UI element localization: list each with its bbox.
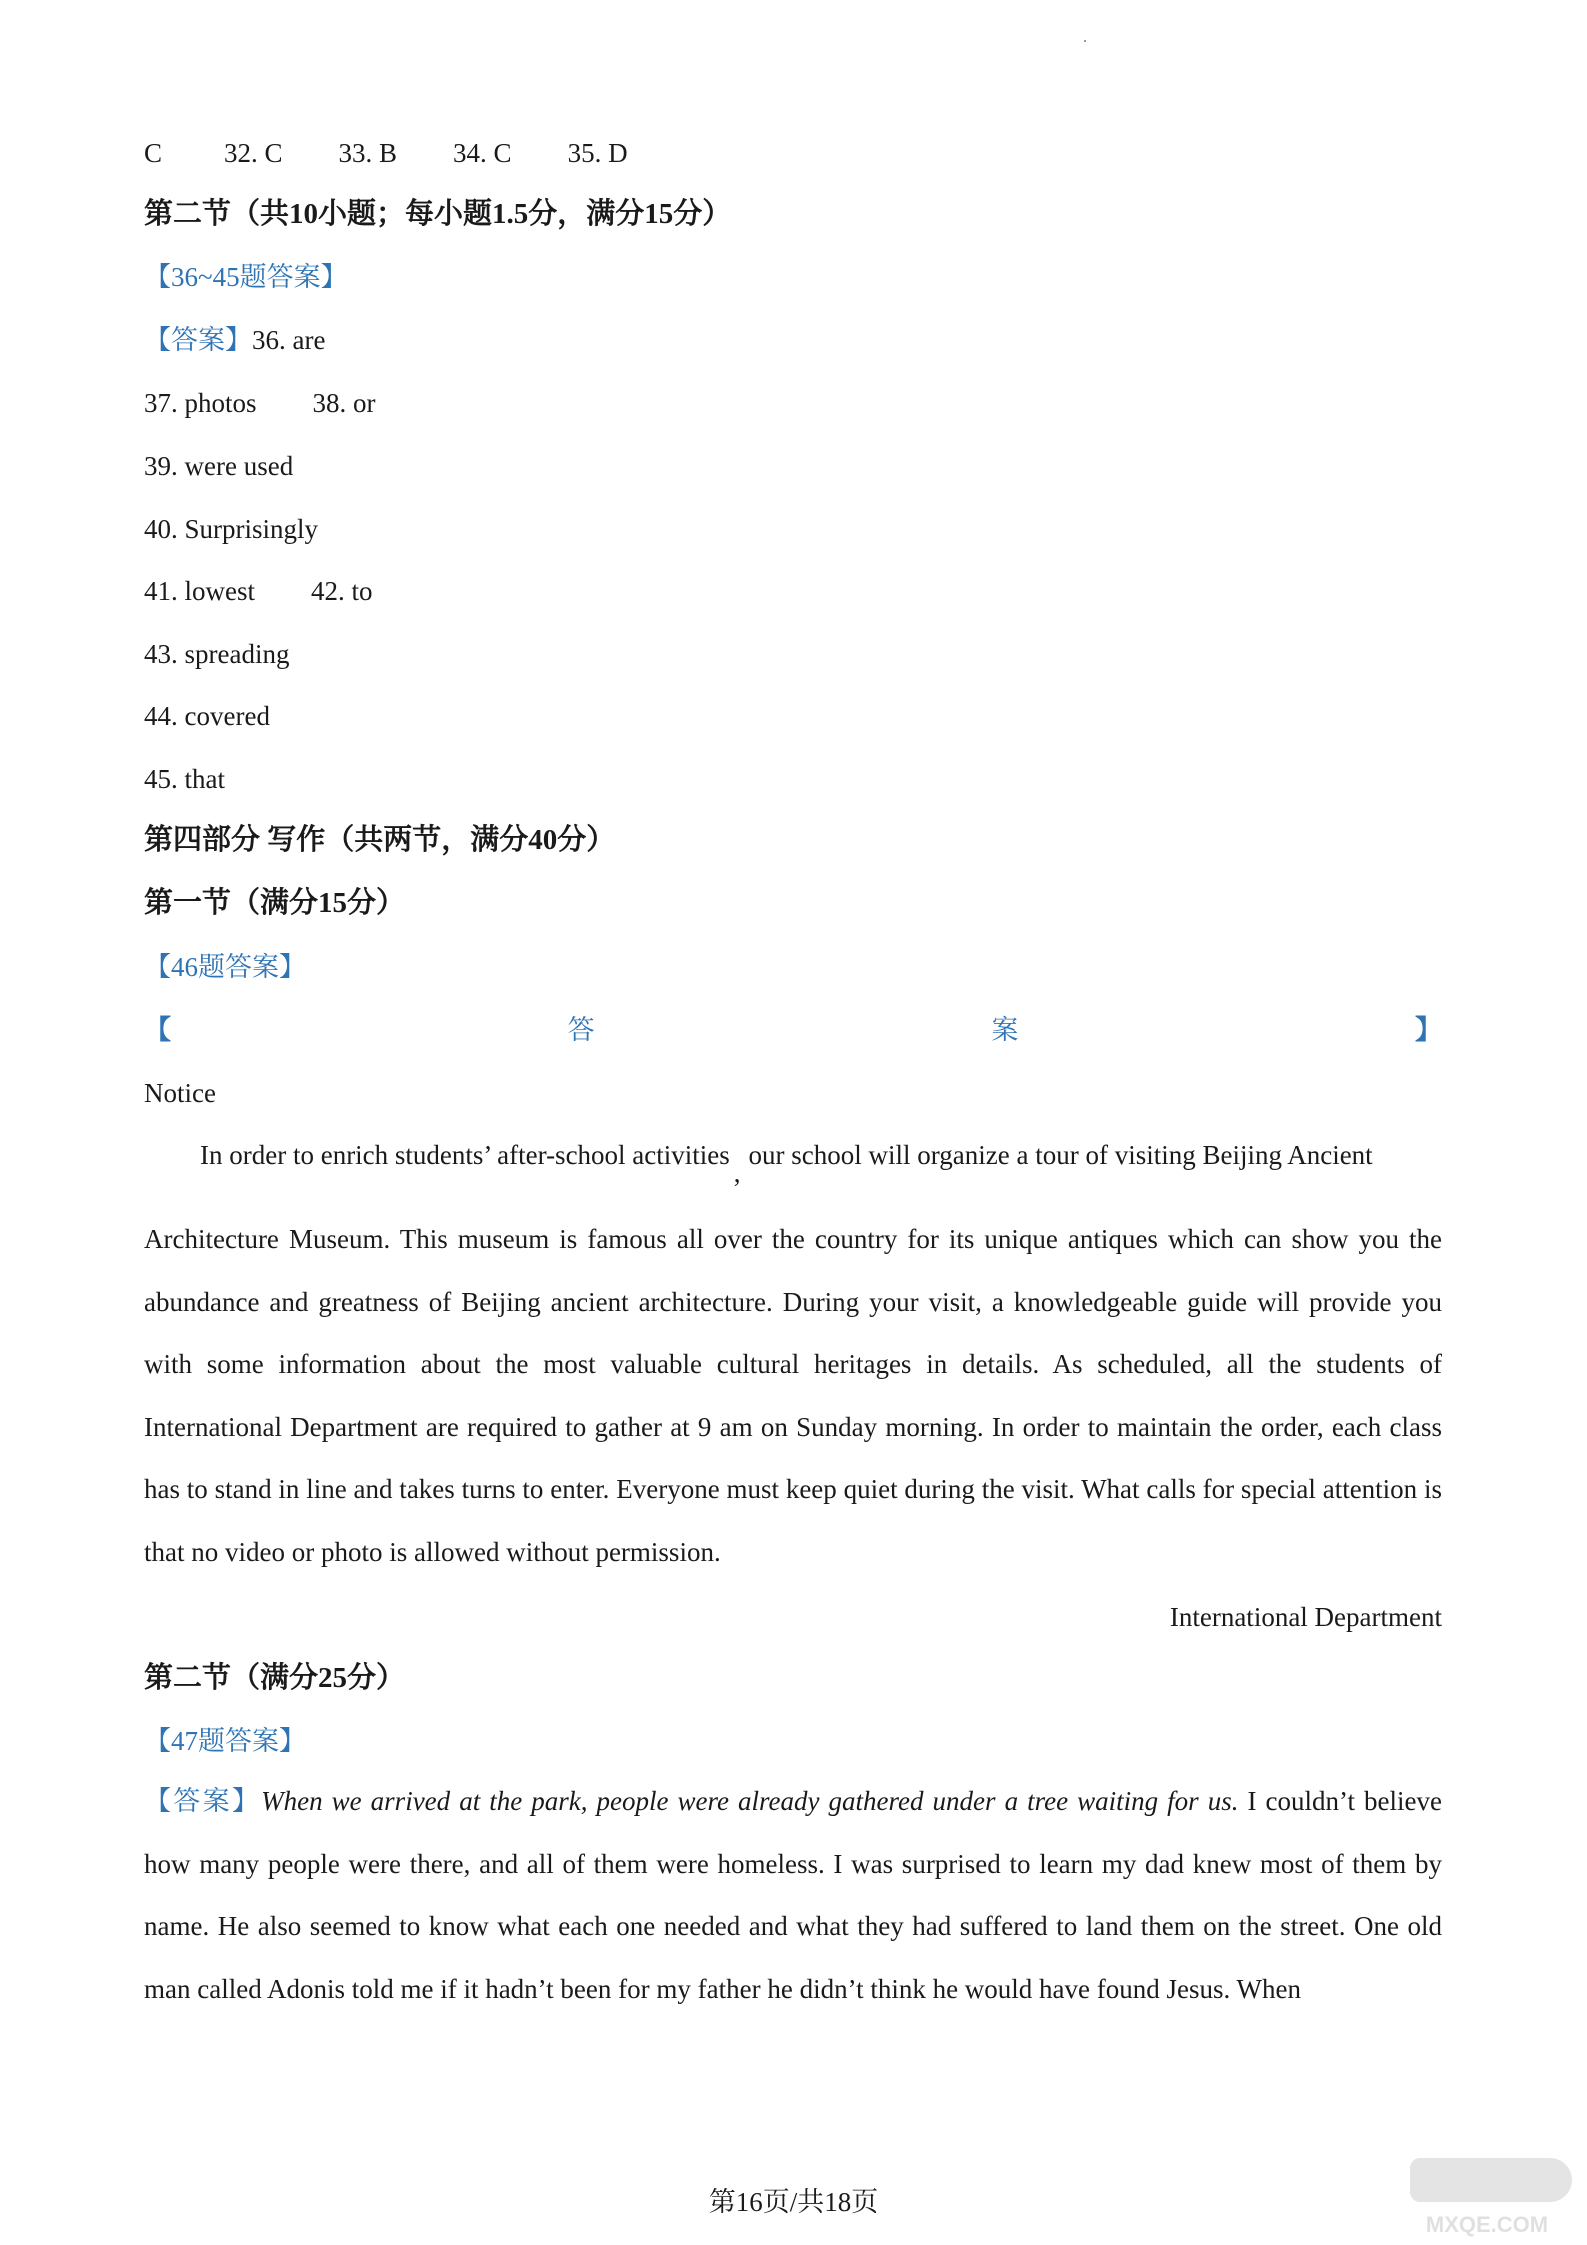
- section-header: 第二节（共10小题；每小题1.5分，满分15分）: [144, 198, 732, 230]
- answer-line: [144, 323, 325, 357]
- question-title: 【47题答案】: [144, 1726, 306, 1756]
- notice-body: Architecture Museum. This museum is famous all over the country for its unique antiques which can show you the abundance and greatness of Beijing ancient architecture. During your visit, a knowledgeable guide will provide you with some information about the most valuable cultural heritages in details. As scheduled, all the students of International Department are required to gather at 9 am on Sunday morning. In order to maintain the order, each class has to stand in line and takes turns to enter. Everyone must keep quiet during the visit. What calls for special attention is that no video or photo is allowed without permission.: [144, 1224, 1442, 1567]
- answer-item: 45. that: [144, 764, 225, 794]
- answer-line: [144, 386, 376, 420]
- answer-item: 33. B: [338, 138, 398, 168]
- question-range-title: 【36~45题答案】: [144, 262, 348, 292]
- answer-char: 答: [567, 1015, 595, 1045]
- answer-char: 案: [991, 1015, 1019, 1045]
- answer-line: [144, 574, 373, 608]
- answer-label-spread: [144, 1013, 1442, 1047]
- answer-item: 35. D: [567, 138, 628, 168]
- notice-comma: ,: [733, 1158, 741, 1188]
- answer-item: 36. are: [252, 325, 326, 355]
- answer-item: 34. C: [453, 138, 512, 168]
- answer-label: 【答案】: [144, 1786, 262, 1816]
- watermark-logo: [1402, 2150, 1577, 2240]
- notice-signature: International Department: [1169, 1602, 1442, 1632]
- story-italic: When we arrived at the park, people were already gathered under a tree waiting for us.: [261, 1786, 1239, 1816]
- answer-item: 39. were used: [144, 451, 294, 481]
- answer-item: 40. Surprisingly: [144, 514, 319, 544]
- answer-item: 32. C: [224, 138, 283, 168]
- answers-row: [144, 136, 628, 170]
- stray-mark: [1084, 40, 1086, 42]
- answer-item: 37. photos: [144, 388, 257, 418]
- answer-label: 【答案】: [144, 325, 252, 355]
- section-header: 第二节（满分25分）: [144, 1662, 406, 1694]
- answer-item: 38. or: [312, 388, 376, 418]
- watermark-text: MXQE.COM: [1425, 2212, 1549, 2237]
- story-text: I couldn’t believe how many people were there, and all of them were homeless. I was surprised to learn my dad knew most of them by name. He also seemed to know what each one needed and what they had suffered to land them on the street. One old man called Adonis told me if it hadn’t been for my father he didn’t think he would have found Jesus. When: [144, 1786, 1443, 2004]
- answer-item: 44. covered: [144, 701, 270, 731]
- notice-text: our school will organize a tour of visiting Beijing Ancient: [748, 1140, 1373, 1170]
- page-footer: 第16页/共18页: [708, 2187, 879, 2217]
- answer-item: C: [144, 138, 163, 168]
- notice-text: In order to enrich students’ after-school activities: [200, 1140, 730, 1170]
- story-paragraph: [144, 1770, 1442, 2020]
- answer-item: 41. lowest: [144, 576, 255, 606]
- answer-item: 43. spreading: [144, 639, 290, 669]
- bracket-open: 【: [144, 1015, 171, 1045]
- notice-first-line: [200, 1138, 1373, 1188]
- answer-item: 42. to: [311, 576, 373, 606]
- bracket-close: 】: [1414, 1015, 1442, 1045]
- notice-title: Notice: [144, 1078, 216, 1108]
- part-header: 第四部分 写作（共两节，满分40分）: [144, 824, 616, 856]
- section-header: 第一节（满分15分）: [144, 887, 406, 919]
- question-title: 【46题答案】: [144, 952, 306, 982]
